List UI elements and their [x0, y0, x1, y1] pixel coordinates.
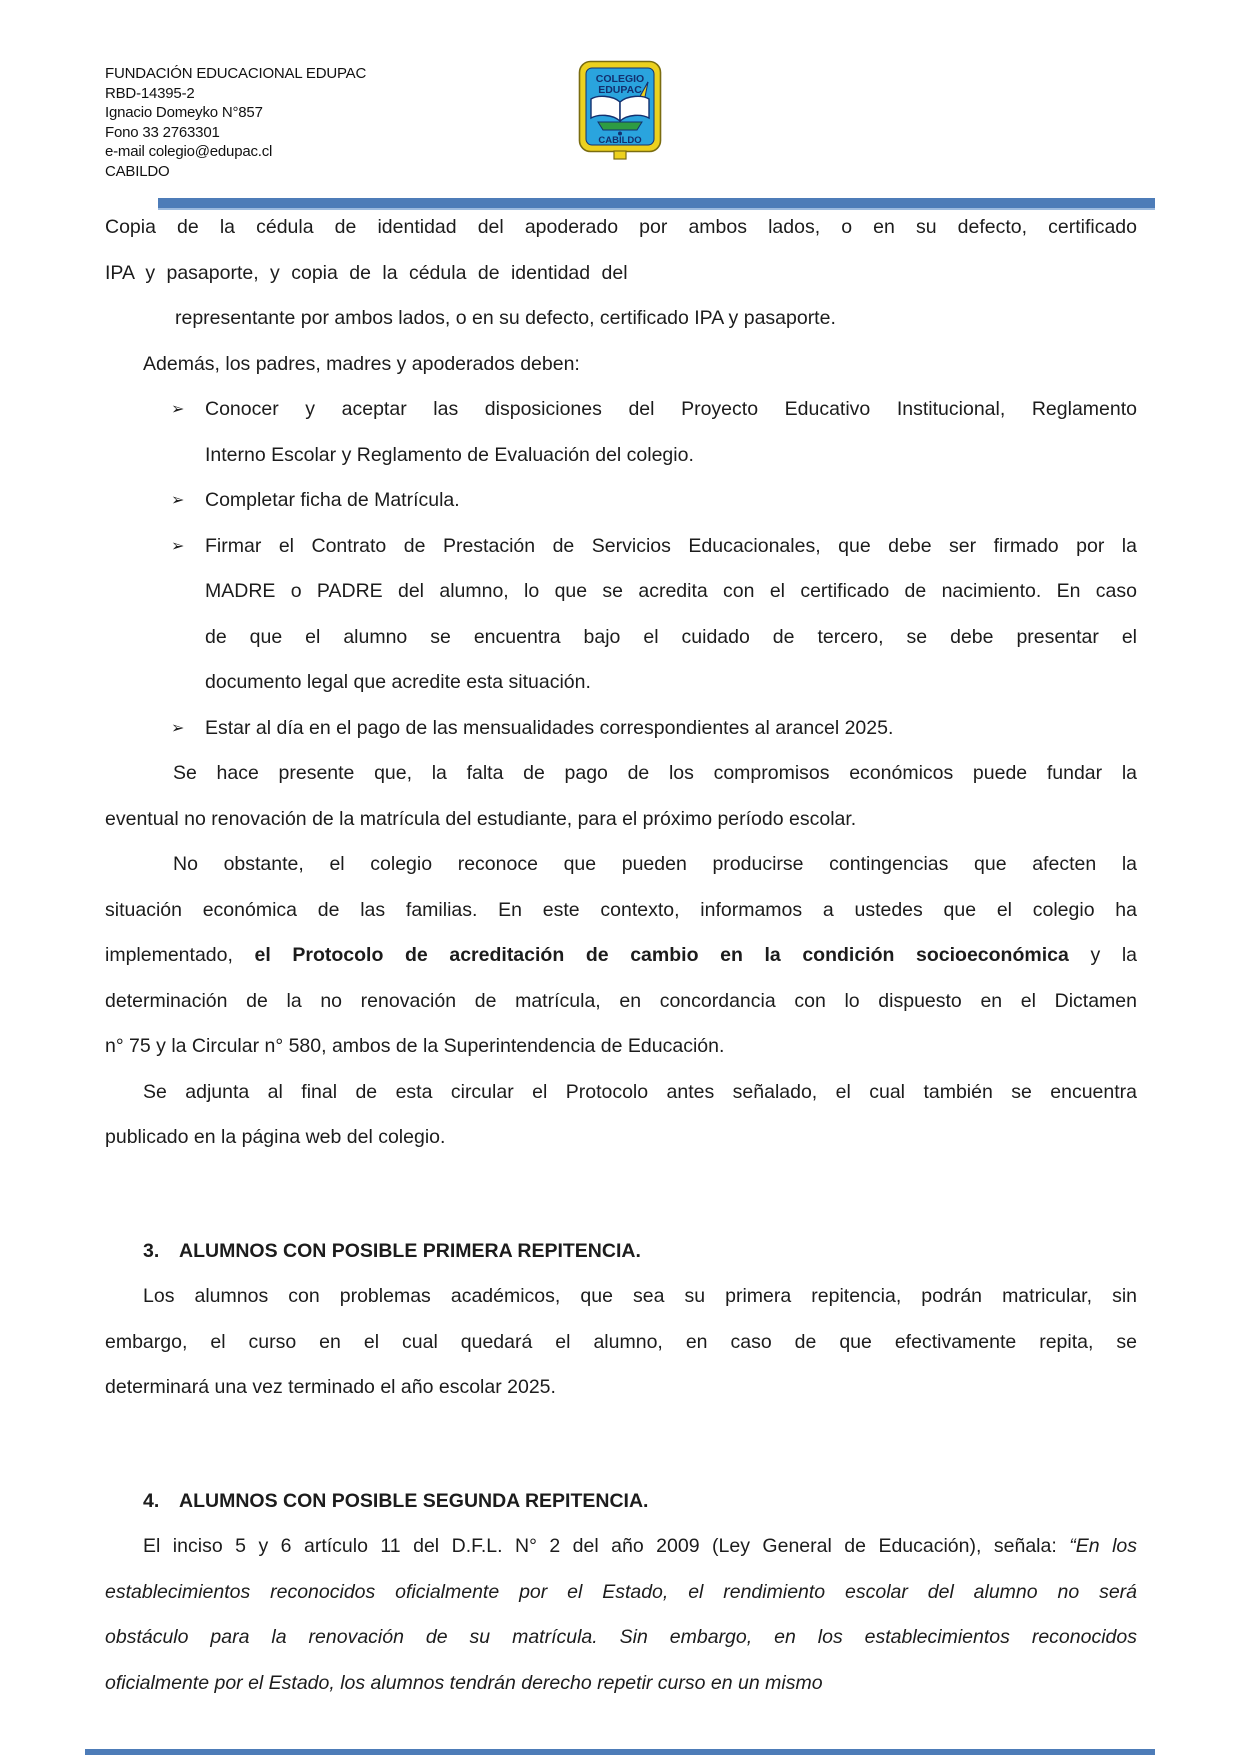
text-run: Conocer y aceptar las disposiciones del Proyecto Educativo Institucional, Reglamento	[205, 398, 1137, 420]
text-line	[105, 524, 1137, 570]
footer-rule	[85, 1749, 1155, 1755]
italic-text-run: oficialmente por el Estado, los alumnos tendrán derecho repetir curso en un mismo	[105, 1671, 823, 1694]
italic-text-run: obstáculo para la renovación de su matrícula. Sin embargo, en los establecimientos reconocidos	[105, 1626, 1137, 1648]
text-line	[105, 1570, 1137, 1616]
bold-text-run: el Protocolo de acreditación de cambio en la condición socioeconómica	[254, 944, 1069, 966]
text-line	[105, 1274, 1137, 1320]
text-run: MADRE o PADRE del alumno, lo que se acredita con el certificado de nacimiento. En caso	[205, 580, 1137, 602]
text-run: embargo, el curso en el cual quedará el alumno, en caso de que efectivamente repita, se	[105, 1330, 1137, 1353]
text-line	[105, 205, 1137, 251]
text-line	[105, 751, 1137, 797]
bold-text-run: 3.	[143, 1239, 160, 1262]
italic-text-run: establecimientos reconocidos oficialmente por el Estado, el rendimiento escolar del alumno no será	[105, 1580, 1137, 1603]
logo-text-edupac: EDUPAC	[598, 84, 642, 96]
document-body	[105, 205, 1137, 1706]
text-run: Completar ficha de Matrícula.	[205, 489, 460, 511]
paragraph-gap	[105, 1411, 1137, 1479]
text-run: Se hace presente que, la falta de pago de los compromisos económicos puede fundar la	[173, 762, 1137, 784]
paragraph-gap	[105, 1161, 1137, 1229]
text-run: n° 75 y la Circular n° 580, ambos de la Superintendencia de Educación.	[105, 1035, 725, 1057]
text-line	[105, 615, 1137, 661]
text-run: documento legal que acredite esta situación.	[205, 671, 591, 693]
school-name: FUNDACIÓN EDUCACIONAL EDUPAC	[105, 65, 367, 82]
text-line	[105, 1615, 1137, 1661]
text-line	[105, 1524, 1137, 1570]
bullet-arrow-icon: ➢	[171, 401, 185, 418]
school-phone: Fono 33 2763301	[105, 123, 220, 141]
text-run: representante por ambos lados, o en su defecto, certificado IPA y pasaporte.	[175, 307, 836, 329]
text-run: Estar al día en el pago de las mensualidades correspondientes al arancel 2025.	[205, 716, 894, 739]
text-run: y la	[1068, 944, 1137, 966]
logo-text-colegio: COLEGIO	[595, 73, 645, 85]
text-run: Copia de la cédula de identidad del apoderado por ambos lados, o en su defecto, certificado	[105, 216, 1137, 238]
bullet-arrow-icon: ➢	[171, 492, 185, 509]
text-line	[105, 433, 1137, 479]
bold-text-run: 4.	[143, 1489, 160, 1512]
section-heading	[105, 1479, 1137, 1525]
text-line	[105, 1320, 1137, 1366]
text-run: El inciso 5 y 6 artículo 11 del D.F.L. N° 2 del año 2009 (Ley General de Educación), señala:	[143, 1535, 1070, 1557]
text-line	[105, 797, 1137, 843]
school-address: Ignacio Domeyko N°857	[105, 104, 263, 121]
bullet-arrow-icon: ➢	[171, 719, 185, 737]
text-line	[105, 387, 1137, 433]
text-run: determinará una vez terminado el año escolar 2025.	[105, 1376, 556, 1398]
text-line	[105, 1661, 1137, 1707]
text-line	[105, 1365, 1137, 1411]
logo-bottom-tab	[614, 151, 626, 159]
text-line	[105, 660, 1137, 706]
text-line	[105, 342, 1137, 388]
text-run: Los alumnos con problemas académicos, que sea su primera repitencia, podrán matricular, sin	[143, 1285, 1137, 1307]
text-line	[105, 888, 1137, 934]
text-line	[105, 569, 1137, 615]
text-run: Además, los padres, madres y apoderados deben:	[143, 352, 580, 375]
text-line	[105, 933, 1137, 979]
text-line	[105, 1024, 1137, 1070]
text-line	[105, 842, 1137, 888]
text-line	[105, 979, 1137, 1025]
italic-text-run: “En los	[1069, 1535, 1137, 1557]
text-line	[105, 478, 1137, 524]
text-run: situación económica de las familias. En este contexto, informamos a ustedes que el colegio ha	[105, 898, 1137, 921]
text-run: publicado en la página web del colegio.	[105, 1126, 446, 1148]
text-line	[105, 706, 1137, 752]
text-run: de que el alumno se encuentra bajo el cuidado de tercero, se debe presentar el	[205, 625, 1137, 648]
text-run: No obstante, el colegio reconoce que pueden producirse contingencias que afecten la	[173, 853, 1137, 875]
school-rbd: RBD-14395-2	[105, 84, 195, 102]
text-run: eventual no renovación de la matrícula del estudiante, para el próximo período escolar.	[105, 807, 857, 830]
text-line	[105, 251, 1137, 297]
text-run: Interno Escolar y Reglamento de Evaluación del colegio.	[205, 443, 694, 466]
text-line	[105, 296, 1137, 342]
text-line	[105, 1070, 1137, 1116]
text-run: IPA y pasaporte, y copia de la cédula de identidad del	[105, 261, 628, 284]
logo-base	[598, 122, 642, 130]
text-line	[105, 1115, 1137, 1161]
section-heading	[105, 1229, 1137, 1275]
school-logo	[578, 60, 662, 162]
text-run: determinación de la no renovación de matrícula, en concordancia con lo dispuesto en el Dictamen	[105, 989, 1137, 1012]
bullet-arrow-icon: ➢	[171, 537, 185, 555]
text-run: Se adjunta al final de esta circular el Protocolo antes señalado, el cual también se encuentra	[143, 1080, 1137, 1103]
letterhead	[105, 64, 366, 181]
text-run: implementado,	[105, 944, 255, 966]
logo-text-cabildo: CABILDO	[598, 135, 642, 146]
text-run: Firmar el Contrato de Prestación de Servicios Educacionales, que debe ser firmado por la	[205, 534, 1137, 557]
school-city: CABILDO	[105, 162, 170, 180]
bold-text-run: ALUMNOS CON POSIBLE PRIMERA REPITENCIA.	[179, 1239, 641, 1262]
school-email: e-mail colegio@edupac.cl	[105, 143, 273, 160]
bold-text-run: ALUMNOS CON POSIBLE SEGUNDA REPITENCIA.	[179, 1489, 649, 1512]
